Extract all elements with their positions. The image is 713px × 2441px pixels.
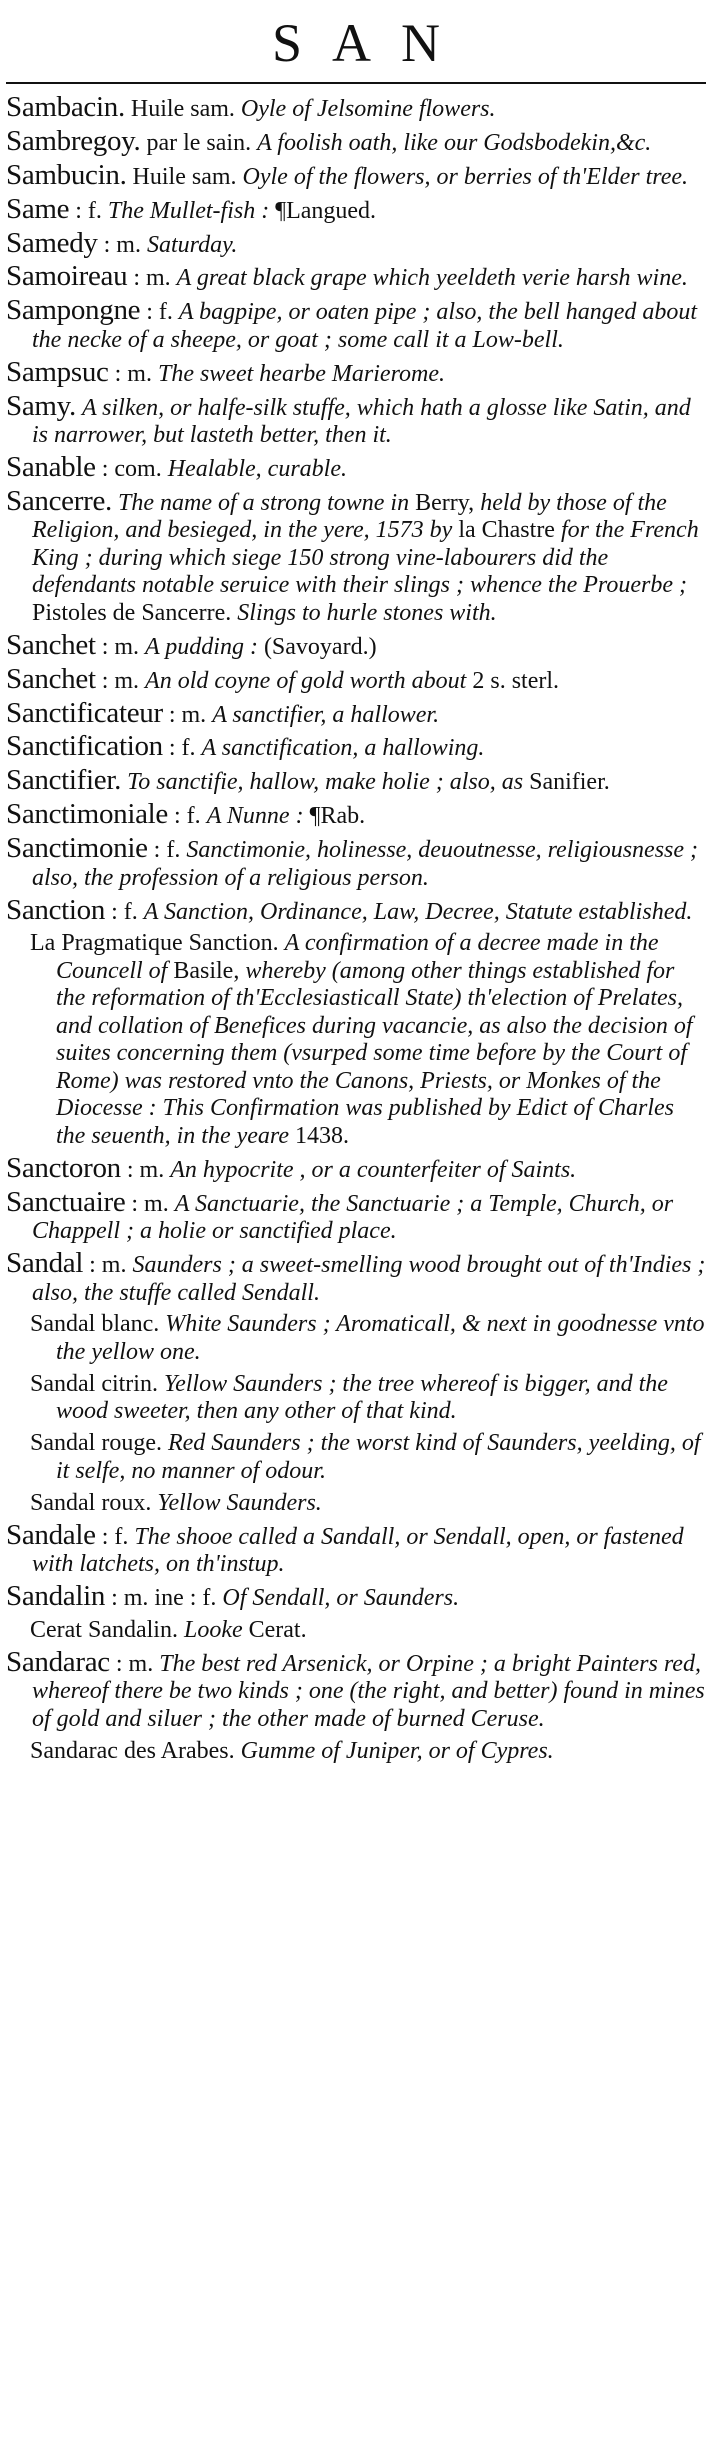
dictionary-page [6, 0, 706, 2441]
definition-text: The sweet hearbe Marierome. [157, 360, 446, 387]
definition-text: A silken, or halfe-silk stuffe, which hath a glosse like Satin, and is narrower, but lasteth better, then it. [32, 394, 691, 449]
entry-text: La Pragmatique Sanction. [30, 930, 285, 957]
sub-entry [6, 1738, 706, 1766]
definition-text: for the French King ; during which siege 150 strong vine-labourers did the defendants notable seruice with their slings ; whence the Prouerbe ; [32, 517, 699, 599]
headword: Same [6, 192, 70, 225]
definition-text: Yellow Saunders ; the tree whereof is bigger, and the wood sweeter, then any other of that kind. [56, 1370, 668, 1425]
entry-text: Huile sam. [124, 96, 241, 122]
definition-text: A Nunne : [206, 803, 304, 830]
page-title: SAN [271, 13, 471, 73]
definition-text: An hypocrite , or a counterfeiter of Saints. [170, 1156, 577, 1183]
sub-entry [6, 1617, 706, 1645]
definition-text: Oyle of the flowers, or berries of th'Elder tree. [242, 163, 689, 190]
definition-text: A pudding : [145, 633, 258, 660]
entry-text: 1438. [289, 1122, 350, 1149]
headword: Sandarac [6, 1645, 110, 1678]
headword: Sanctificateur [6, 696, 163, 729]
definition-text: A bagpipe, or oaten pipe ; also, the bell hanged about the necke of a sheepe, or goat ; some call it a Low-bell. [32, 299, 698, 353]
headword: Samedy [6, 226, 98, 259]
headword: Sambregoy. [6, 124, 141, 157]
header-rule [6, 82, 706, 84]
dictionary-entry [6, 294, 706, 354]
entry-text: : f. [140, 299, 179, 326]
definition-text: whereby (among other things established for the reformation of th'Ecclesiasticall State) th'election of Prelates, and collation of Benefices during vacancie, as also the decision of suites concerning them (vsurped some time before by the Court of Rome) was restored vnto the Canons, Priests, or Monkes of the Diocesse : This Confirmation was published by Edict of Charles the seuenth, in the yeare [56, 957, 693, 1149]
entry-text: la Chastre [452, 517, 561, 544]
entry-text: Sandal rouge. [30, 1430, 168, 1457]
definition-text: Yellow Saunders. [157, 1489, 322, 1516]
dictionary-entry [6, 1579, 706, 1613]
definition-text: held by those of the Religion, and besieged, in the yere, 1573 by [32, 489, 667, 544]
definition-text: Saunders ; a sweet-smelling wood brought out of th'Indies ; also, the stuffe called Sendall. [32, 1252, 706, 1306]
entry-text: : m. [108, 360, 158, 387]
dictionary-entry [6, 226, 706, 260]
headword: Sampsuc [6, 355, 109, 388]
headword: Sanctimonie [6, 832, 148, 865]
entry-text: Sandarac des Arabes. [30, 1737, 241, 1764]
entry-text: : m. [97, 231, 147, 258]
entry-text: : f. [147, 837, 187, 864]
definition-text: To sanctifie, hallow, make holie ; also, as [127, 769, 524, 796]
headword: Sanctification [6, 730, 163, 763]
dictionary-entry [6, 696, 706, 730]
headword: Sanable [6, 451, 96, 484]
dictionary-entry [6, 832, 706, 892]
headword: Sambucin. [6, 158, 127, 191]
entry-text: par le sain. [140, 129, 258, 156]
dictionary-entry [6, 389, 706, 450]
definition-text: Oyle of Jelsomine flowers. [240, 96, 496, 122]
definition-text: The shooe called a Sandall, or Sendall, open, or fastened with latchets, on th'instup. [32, 1523, 684, 1578]
headword: Sanctoron [6, 1151, 121, 1184]
entry-text: ¶Rab. [303, 803, 366, 830]
entry-text: Cerat Sandalin. [30, 1616, 184, 1643]
entry-text: ¶Langued. [269, 197, 377, 224]
entry-text: Sanifier. [523, 769, 610, 796]
headword: Sampongne [6, 294, 141, 327]
dictionary-entry [6, 484, 706, 628]
dictionary-entry [6, 1151, 706, 1185]
dictionary-entry [6, 798, 706, 831]
definition-text: White Saunders ; Aromaticall, & next in goodnesse vnto the yellow one. [56, 1311, 705, 1365]
headword: Sandal [6, 1247, 84, 1280]
headword: Samy. [6, 389, 76, 422]
headword: Samoireau [6, 260, 128, 293]
dictionary-entry [6, 91, 706, 124]
headword: Sandale [6, 1518, 96, 1551]
entry-text: (Savoyard.) [257, 633, 377, 660]
definition-text: Of Sendall, or Saunders. [222, 1584, 460, 1611]
definition-text: The best red Arsenick, or Orpine ; a bright Painters red, whereof there be two kinds ; one (the right, and better) found in mines of gold and siluer ; the other made of burned Ceruse. [32, 1650, 705, 1732]
entry-text: Basile, [167, 957, 246, 984]
dictionary-entry [6, 1185, 706, 1246]
entry-text: 2 s. sterl. [466, 667, 560, 694]
definition-text: Saturday. [146, 231, 238, 258]
dictionary-entry [6, 260, 706, 293]
definition-text: A Sanctuarie, the Sanctuarie ; a Temple, Church, or Chappell ; a holie or sanctified place. [32, 1190, 674, 1245]
dictionary-entry [6, 192, 706, 226]
entry-text: : f. [105, 898, 144, 925]
sub-entry [6, 1311, 706, 1366]
entry-text: : m. ine : f. [105, 1584, 223, 1611]
page-header [6, 0, 706, 82]
headword: Sandalin [6, 1579, 106, 1612]
headword: Sanchet [6, 662, 96, 695]
dictionary-entry [6, 124, 706, 158]
definition-text: Healable, curable. [167, 456, 347, 483]
entry-text: : m. [95, 667, 146, 694]
definition-text: A confirmation of a decree made in the Councell of [56, 930, 659, 984]
dictionary-entry [6, 1645, 706, 1734]
definition-text: A Sanction, Ordinance, Law, Decree, Statute established. [143, 898, 693, 925]
definition-text: An old coyne of gold worth about [145, 667, 467, 694]
sub-entry [6, 1371, 706, 1426]
entry-list [6, 91, 706, 1765]
dictionary-entry [6, 355, 706, 389]
definition-text: A sanctifier, a hallower. [212, 701, 440, 728]
entry-text: : f. [162, 735, 202, 762]
entry-text: Huile sam. [126, 163, 243, 190]
definition-text: Red Saunders ; the worst kind of Saunders, yeelding, of it selfe, no manner of odour. [56, 1430, 701, 1484]
headword: Sanctifier. [6, 764, 122, 797]
definition-text: The Mullet-fish : [107, 197, 270, 224]
entry-text: Cerat. [242, 1616, 307, 1643]
entry-text: : m. [95, 633, 146, 660]
entry-text: : m. [109, 1650, 160, 1677]
entry-text: : m. [120, 1156, 171, 1183]
headword: Sanctuaire [6, 1185, 126, 1218]
headword: Sanchet [6, 628, 96, 661]
dictionary-entry [6, 1247, 706, 1307]
headword: Sanctimoniale [6, 798, 169, 831]
dictionary-entry [6, 1518, 706, 1579]
entry-text: : f. [95, 1523, 135, 1550]
dictionary-entry [6, 764, 706, 797]
entry-text: Sandal blanc. [30, 1311, 166, 1338]
entry-text: : m. [162, 701, 213, 728]
dictionary-entry [6, 730, 706, 763]
entry-text: : m. [83, 1252, 133, 1279]
entry-text: : com. [95, 456, 168, 483]
entry-text: Berry, [409, 489, 481, 516]
headword: Sanction [6, 893, 106, 926]
definition-text: Looke [183, 1616, 243, 1643]
sub-entry [6, 1430, 706, 1485]
dictionary-entry [6, 451, 706, 484]
entry-text: Pistoles de Sancerre. [32, 599, 238, 626]
dictionary-entry [6, 628, 706, 662]
entry-text: : m. [127, 265, 177, 292]
entry-text: Sandal citrin. [30, 1370, 164, 1397]
entry-text: Sandal roux. [30, 1489, 158, 1516]
entry-text: : f. [168, 803, 207, 830]
headword: Sambacin. [6, 91, 125, 123]
definition-text: A great black grape which yeeldeth verie harsh wine. [176, 265, 688, 292]
dictionary-entry [6, 893, 706, 927]
sub-entry [6, 930, 706, 1150]
sub-entry [6, 1490, 706, 1518]
definition-text: The name of a strong towne in [117, 489, 410, 516]
headword: Sancerre. [6, 484, 112, 517]
dictionary-entry [6, 158, 706, 192]
dictionary-entry [6, 662, 706, 696]
definition-text: A foolish oath, like our Godsbodekin,&c. [257, 129, 652, 156]
entry-text: : f. [69, 197, 108, 224]
entry-text: : m. [125, 1190, 175, 1217]
definition-text: Sanctimonie, holinesse, deuoutnesse, religiousnesse ; also, the profession of a religious person. [32, 837, 699, 891]
definition-text: Slings to hurle stones with. [237, 599, 497, 626]
definition-text: A sanctification, a hallowing. [201, 735, 485, 762]
definition-text: Gumme of Juniper, or of Cypres. [240, 1737, 554, 1764]
